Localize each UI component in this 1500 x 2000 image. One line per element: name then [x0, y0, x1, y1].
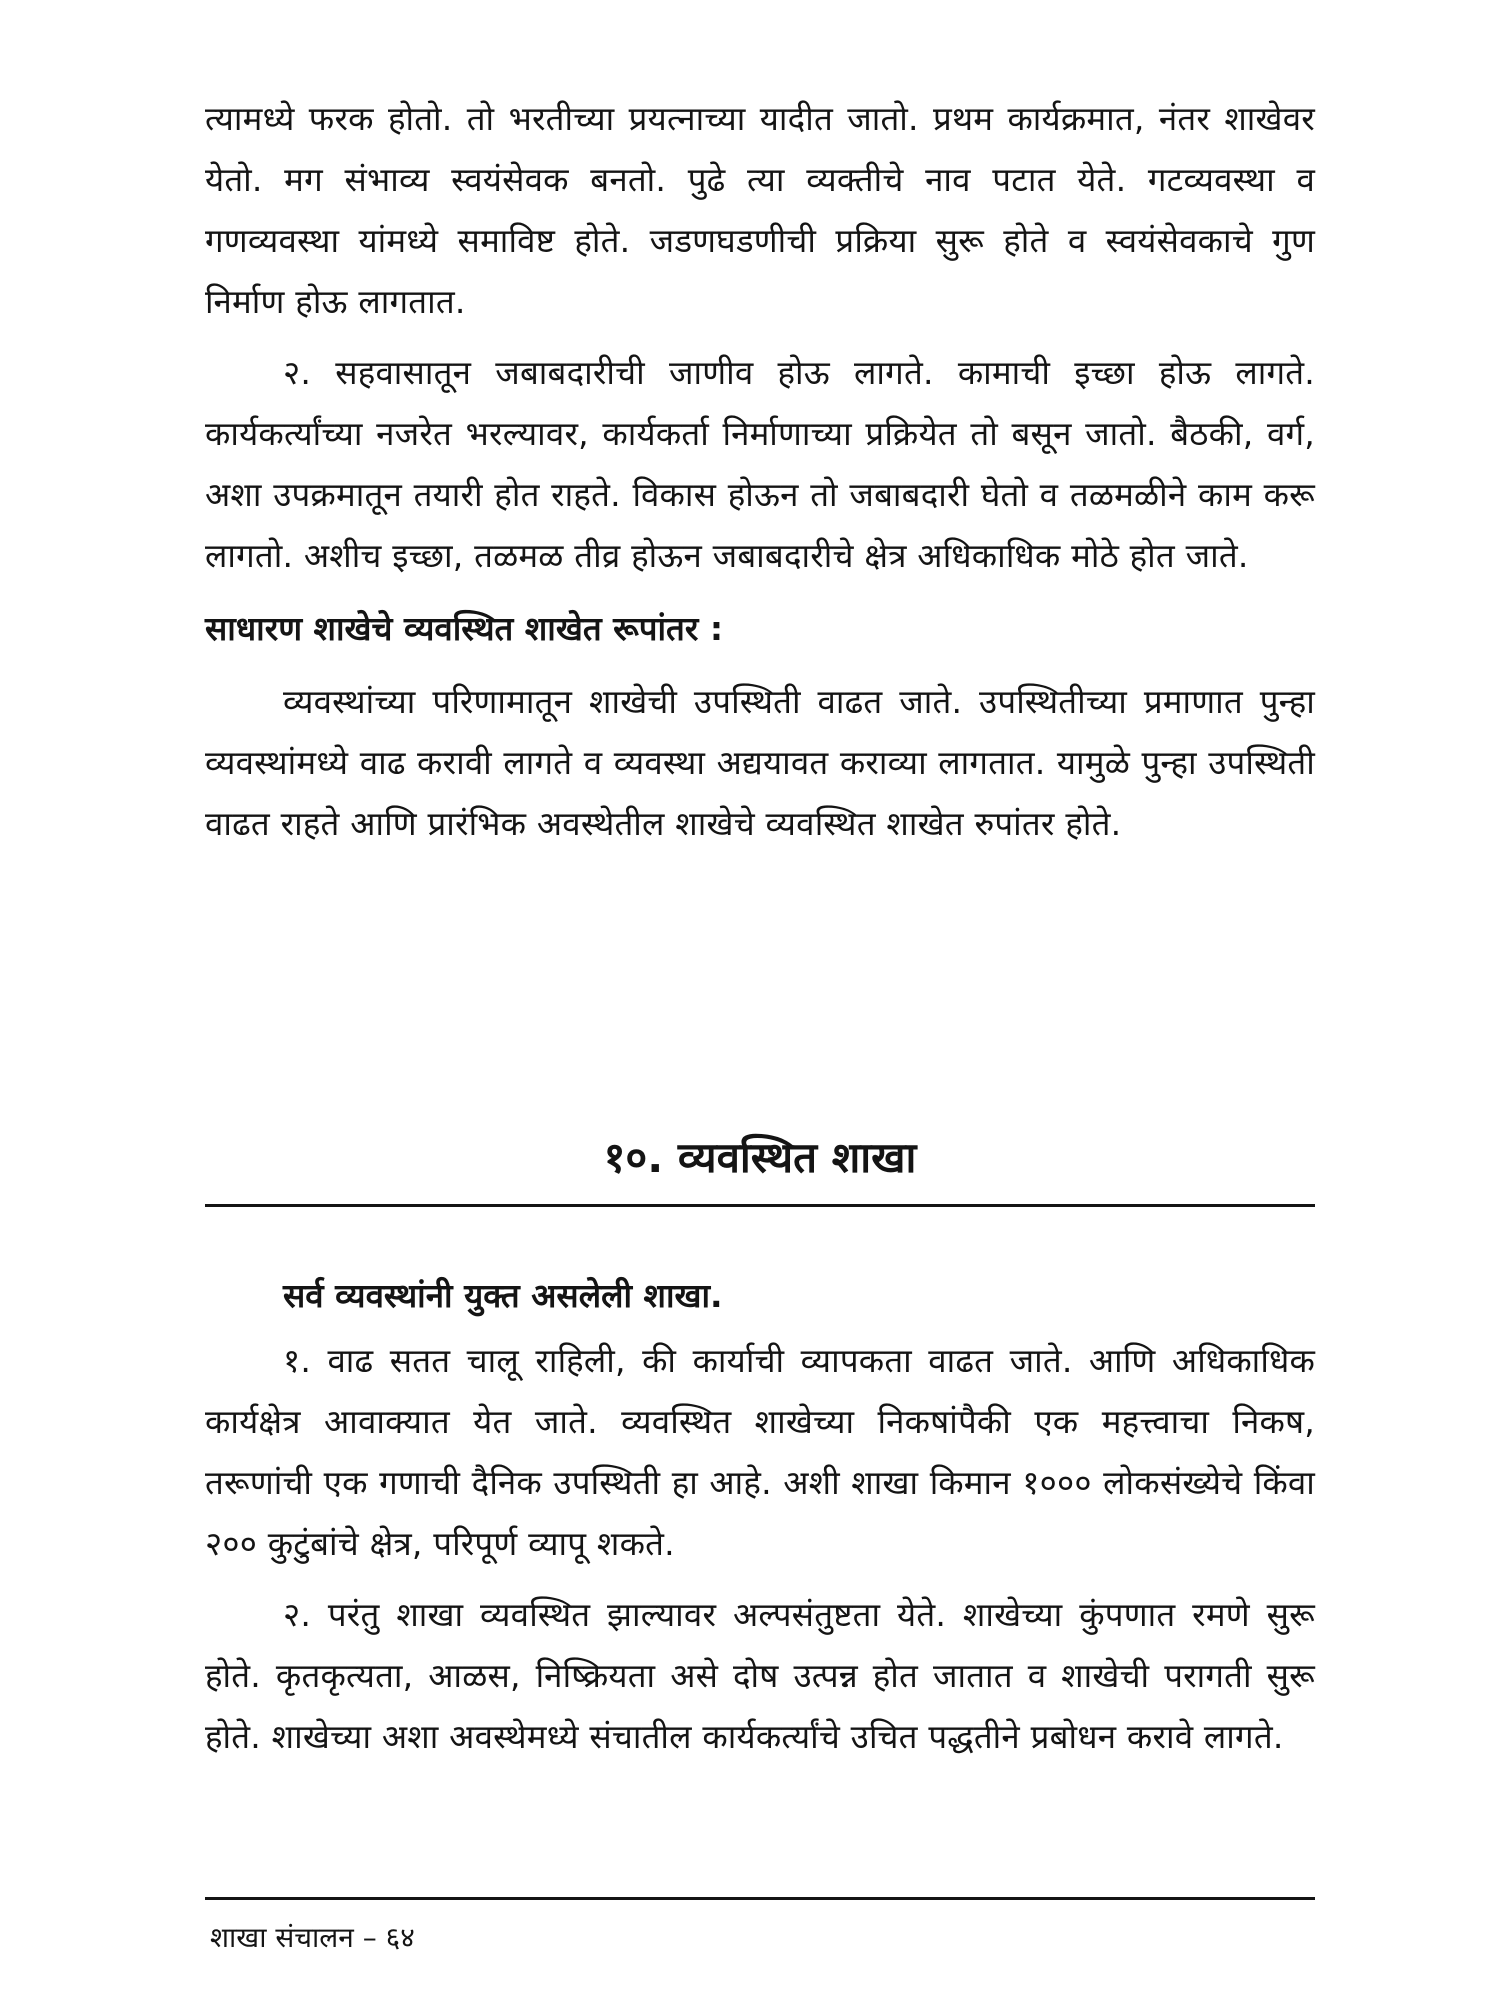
paragraph-transformation: व्यवस्थांच्या परिणामातून शाखेची उपस्थिती वाढत जाते. उपस्थितीच्या प्रमाणात पुन्हा व्यवस्थांमध्ये वाढ करावी लागते व व्यवस्था अद्ययावत कराव्या लागतात. यामुळे पुन्हा उपस्थिती वाढत राहते आणि प्रारंभिक अवस्थेतील शाखेचे व्यवस्थित शाखेत रुपांतर होते.: [205, 682, 1315, 843]
paragraph-continued: त्यामध्ये फरक होतो. तो भरतीच्या प्रयत्नाच्या यादीत जातो. प्रथम कार्यक्रमात, नंतर शाखेवर येतो. मग संभाव्य स्वयंसेवक बनतो. पुढे त्या व्यक्तीचे नाव पटात येते. गटव्यवस्था व गणव्यवस्था यांमध्ये समाविष्ट होते. जडणघडणीची प्रक्रिया सुरू होते व स्वयंसेवकाचे गुण निर्माण होऊ लागतात.: [205, 99, 1315, 321]
paragraph-point-2b: २. परंतु शाखा व्यवस्थित झाल्यावर अल्पसंतुष्टता येते. शाखेच्या कुंपणात रमणे सुरू होते. कृतकृत्यता, आळस, निष्क्रियता असे दोष उत्पन्न होत जातात व शाखेची परागती सुरू होते. शाखेच्या अशा अवस्थेमध्ये संचातील कार्यकर्त्यांचे उचित पद्धतीने प्रबोधन करावे लागते.: [205, 1595, 1315, 1756]
sub-heading: साधारण शाखेचे व्यवस्थित शाखेत रूपांतर :: [205, 609, 724, 648]
paragraph-point-1: १. वाढ सतत चालू राहिली, की कार्याची व्यापकता वाढत जाते. आणि अधिकाधिक कार्यक्षेत्र आवाक्यात येत जाते. व्यवस्थित शाखेच्या निकषांपैकी एक महत्त्वाचा निकष, तरूणांची एक गणाची दैनिक उपस्थिती हा आहे. अशी शाखा किमान १००० लोकसंख्येचे किंवा २०० कुटुंबांचे क्षेत्र, परिपूर्ण व्यापू शकते.: [205, 1341, 1315, 1563]
footer-divider: [205, 1897, 1315, 1900]
section-heading: सर्व व्यवस्थांनी युक्त असलेली शाखा.: [283, 1276, 723, 1315]
paragraph-point-2: २. सहवासातून जबाबदारीची जाणीव होऊ लागते. कामाची इच्छा होऊ लागते. कार्यकर्त्यांच्या नजरेत भरल्यावर, कार्यकर्ता निर्माणाच्या प्रक्रियेत तो बसून जातो. बैठकी, वर्ग, अशा उपक्रमातून तयारी होत राहते. विकास होऊन तो जबाबदारी घेतो व तळमळीने काम करू लागतो. अशीच इच्छा, तळमळ तीव्र होऊन जबाबदारीचे क्षेत्र अधिकाधिक मोठे होत जाते.: [205, 353, 1315, 575]
chapter-divider: [205, 1204, 1315, 1207]
top-text-block: [205, 88, 1315, 854]
chapter-body: [205, 1265, 1315, 1767]
page-footer: शाखा संचालन – ६४: [210, 1921, 415, 1954]
chapter-title: १०. व्यवस्थित शाखा: [603, 1133, 917, 1182]
